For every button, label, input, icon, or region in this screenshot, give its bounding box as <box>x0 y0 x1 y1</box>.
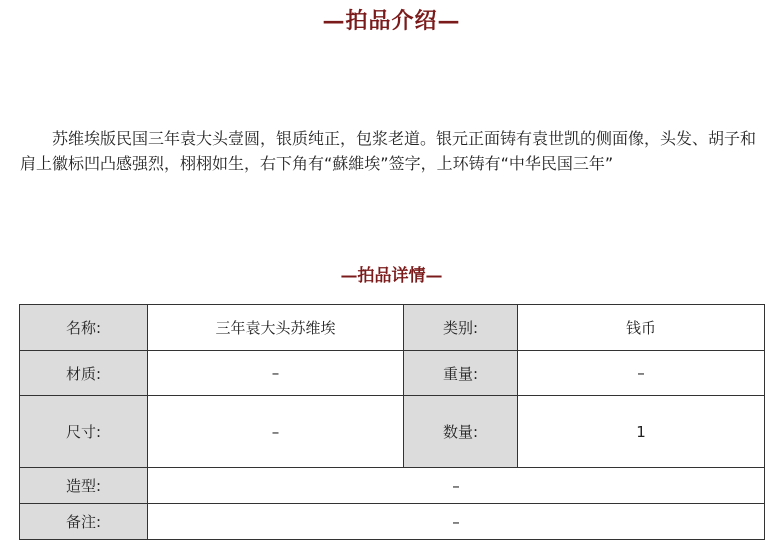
quantity-label: 数量: <box>404 396 518 468</box>
details-table <box>19 304 765 540</box>
intro-paragraph: 苏维埃版民国三年袁大头壹圆，银质纯正，包浆老道。银元正面铸有袁世凯的侧面像，头发、胡子和肩上徽标凹凸感强烈，栩栩如生，右下角有“蘇維埃”签字，上环铸有“中华民国三年” <box>20 129 757 173</box>
details-title: —拍品详情— <box>340 266 443 286</box>
weight-label: 重量: <box>404 351 518 396</box>
size-value: – <box>148 396 404 468</box>
material-label: 材质: <box>20 351 148 396</box>
table-row <box>20 305 765 351</box>
table-row <box>20 351 765 396</box>
table-row <box>20 396 765 468</box>
category-label: 类别: <box>404 305 518 351</box>
material-value: – <box>148 351 404 396</box>
notes-value: – <box>148 504 765 540</box>
shape-value: – <box>148 468 765 504</box>
table-row <box>20 468 765 504</box>
shape-label: 造型: <box>20 468 148 504</box>
size-label: 尺寸: <box>20 396 148 468</box>
name-label: 名称: <box>20 305 148 351</box>
quantity-value: 1 <box>518 396 765 468</box>
notes-label: 备注: <box>20 504 148 540</box>
name-value: 三年袁大头苏维埃 <box>148 305 404 351</box>
category-value: 钱币 <box>518 305 765 351</box>
table-row <box>20 504 765 540</box>
weight-value: – <box>518 351 765 396</box>
intro-title: —拍品介绍— <box>322 8 461 34</box>
